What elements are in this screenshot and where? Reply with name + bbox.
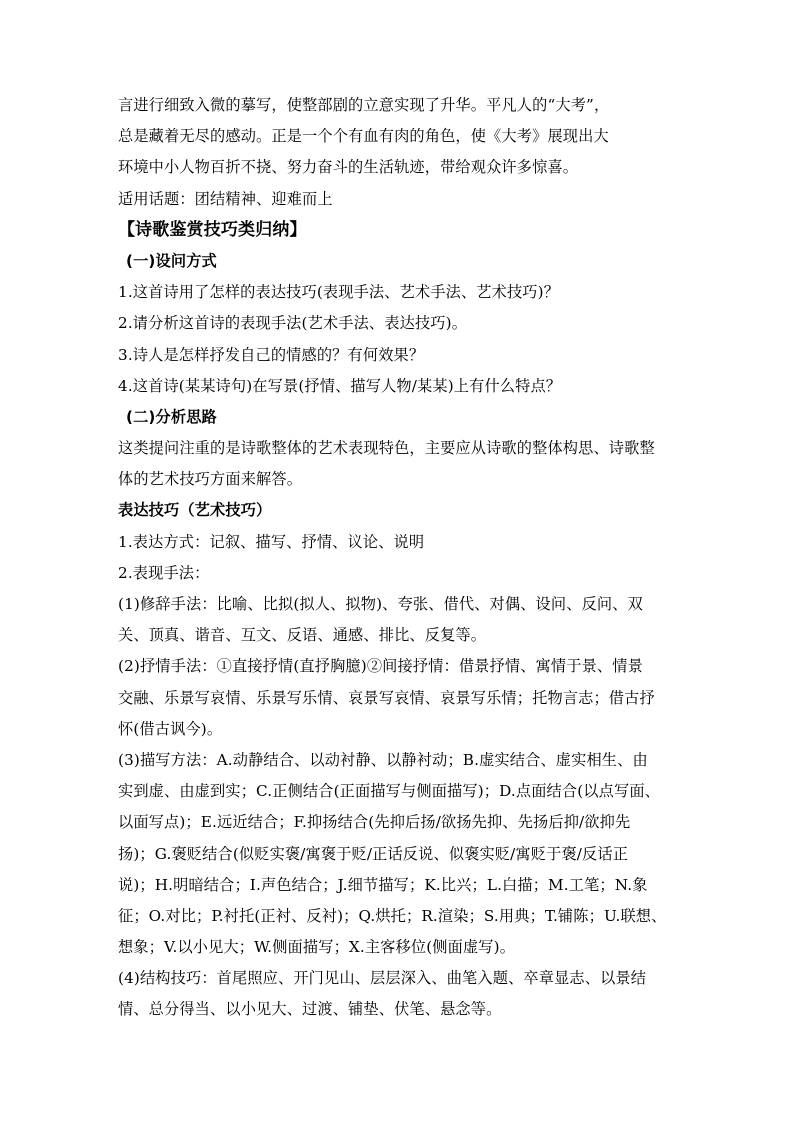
body-text-line: 1.表达方式：记叙、描写、抒情、议论、说明 [118,532,425,551]
body-text-line: 实到虚、由虚到实；C.正侧结合(正面描写与侧面描写)；D.点面结合(以点写面、 [118,782,660,801]
body-text-line: (4)结构技巧：首尾照应、开门见山、层层深入、曲笔入题、卒章显志、以景结 [118,969,647,988]
numbered-question: 2.请分析这首诗的表现手法(艺术手法、表达技巧)。 [118,314,468,333]
body-text-line: 体的艺术技巧方面来解答。 [118,470,303,489]
subheading-techniques: 表达技巧（艺术技巧） [118,501,272,520]
body-text-line: 怀(借古讽今)。 [118,719,223,738]
body-text-line: 环境中小人物百折不挠、努力奋斗的生活轨迹，带给观众许多惊喜。 [118,158,579,177]
subheading-analysis: (二)分析思路 [126,407,217,426]
body-text-line: (3)描写方法：A.动静结合、以动衬静、以静衬动；B.虚实结合、虚实相生、由 [118,750,648,769]
body-text-line: 关、顶真、谐音、互文、反语、通感、排比、反复等。 [118,626,487,645]
body-text-line: (1)修辞手法：比喻、比拟(拟人、拟物)、夸张、借代、对偶、设问、反问、双 [118,595,643,613]
body-text-line: 说)；H.明暗结合；I.声色结合；J.细节描写；K.比兴；L.白描；M.工笔；N.象 [118,875,648,894]
body-text-line: 想象；V.以小见大；W.侧面描写；X.主客移位(侧面虚写)。 [118,938,516,957]
body-text-line: 情、总分得当、以小见大、过渡、铺垫、伏笔、悬念等。 [118,1000,502,1019]
body-text-line: 这类提问注重的是诗歌整体的艺术表现特色，主要应从诗歌的整体构思、诗歌整 [118,439,655,458]
numbered-question: 4.这首诗(某某诗句)在写景(抒情、描写人物/某某)上有什么特点？ [118,376,562,395]
body-text-line: 总是藏着无尽的感动。正是一个个有血有肉的角色，使《大考》展现出大 [118,127,609,146]
body-text-line: 言进行细致入微的摹写，使整部剧的立意实现了升华。平凡人的“大考”， [118,96,610,114]
body-text-line: 以面写点)；E.远近结合；F.抑扬结合(先抑后扬/欲扬先抑、先扬后抑/欲抑先 [118,813,631,832]
subheading-question-method: (一)设问方式 [126,251,217,270]
body-text-line: 2.表现手法： [118,563,210,582]
topic-line: 适用话题：团结精神、迎难而上 [118,189,333,208]
body-text-line: (2)抒情手法：①直接抒情(直抒胸臆)②间接抒情：借景抒情、寓情于景、情景 [118,657,643,676]
body-text-line: 征；O.对比；P.衬托(正衬、反衬)；Q.烘托；R.渲染；S.用典；T.铺陈；U.联想、 [118,906,667,925]
document-body [118,90,684,1026]
section-heading: 【诗歌鉴赏技巧类归纳】 [118,219,307,240]
numbered-question: 3.诗人是怎样抒发自己的情感的？有何效果？ [118,345,425,364]
numbered-question: 1.这首诗用了怎样的表达技巧(表现手法、艺术手法、艺术技巧)？ [118,283,560,302]
body-text-line: 扬)；G.褒贬结合(似贬实褒/寓褒于贬/正话反说、似褒实贬/寓贬于褒/反话正 [118,844,629,863]
body-text-line: 交融、乐景写哀情、乐景写乐情、哀景写哀情、哀景写乐情；托物言志；借古抒 [118,688,655,707]
